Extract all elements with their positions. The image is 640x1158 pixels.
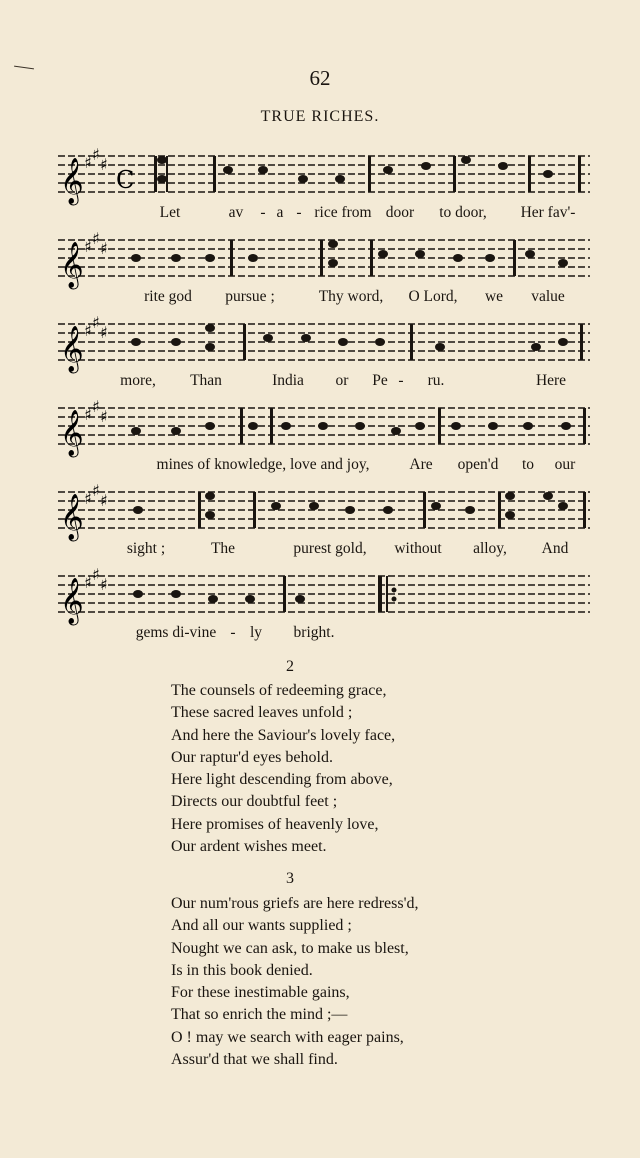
verse-line: Here promises of heavenly love, — [171, 815, 379, 833]
lyric-syllable: - — [230, 624, 236, 641]
lyric-syllable: bright. — [293, 624, 335, 641]
lyric-syllable: Her fav'- — [520, 204, 576, 221]
music-system-4 — [58, 398, 590, 478]
verse-line: That so enrich the mind ;— — [171, 1006, 348, 1024]
sharp-icon: ♯ — [100, 239, 108, 258]
verse-line: Is in this book denied. — [171, 961, 313, 979]
lyric-syllable: rite god — [144, 288, 192, 305]
lyric-syllable: we — [484, 288, 504, 305]
lyric-syllable: to — [521, 456, 535, 473]
treble-clef-icon: 𝄞 — [60, 158, 84, 204]
lyric-syllable: - — [398, 372, 404, 389]
verse-line: Nought we can ask, to make us blest, — [171, 939, 409, 957]
lyric-syllable: O Lord, — [408, 288, 458, 305]
verse-line: These sacred leaves unfold ; — [171, 704, 353, 722]
sharp-icon: ♯ — [100, 155, 108, 174]
lyric-syllable: - — [296, 204, 302, 221]
final-barline-icon — [378, 576, 382, 612]
lyric-syllable: our — [554, 456, 576, 473]
sharp-icon: ♯ — [92, 482, 100, 500]
lyric-syllable: or — [335, 372, 349, 389]
lyric-syllable: Here — [535, 372, 567, 389]
verse-number: 2 — [286, 658, 294, 675]
verse-line: Here light descending from above, — [171, 771, 393, 789]
verse-line: And all our wants supplied ; — [171, 917, 352, 935]
music-system-2 — [58, 230, 590, 310]
verse-line: The counsels of redeeming grace, — [171, 682, 387, 699]
lyric-syllable: a — [276, 204, 284, 221]
sharp-icon: ♯ — [100, 407, 108, 426]
music-system-3 — [58, 314, 590, 394]
staff-6 — [58, 566, 590, 626]
lyric-syllable: door — [385, 204, 415, 221]
verse-line: Directs our doubtful feet ; — [171, 793, 338, 811]
lyric-syllable: Are — [409, 456, 433, 473]
treble-clef-icon: 𝄞 — [60, 494, 84, 540]
lyric-syllable: pursue ; — [225, 288, 275, 305]
music-system-6 — [58, 566, 590, 646]
sharp-icon: ♯ — [92, 230, 100, 248]
sharp-icon: ♯ — [100, 575, 108, 594]
music-system-1 — [58, 146, 590, 226]
verse-line: O ! may we search with eager pains, — [171, 1028, 404, 1046]
lyric-syllable: mines of knowledge, love and joy, — [156, 456, 370, 473]
music-system-5 — [58, 482, 590, 562]
common-time-icon: C — [116, 166, 135, 194]
verse-2 — [171, 680, 395, 858]
verse-line: Our raptur'd eyes behold. — [171, 748, 333, 766]
sharp-icon: ♯ — [92, 398, 100, 416]
lyric-syllable: without — [394, 540, 442, 557]
lyric-syllable: Than — [190, 372, 222, 389]
sharp-icon: ♯ — [84, 573, 92, 592]
sharp-icon: ♯ — [100, 491, 108, 510]
sharp-icon: ♯ — [84, 405, 92, 424]
staff-5 — [58, 482, 590, 542]
verse-line: And here the Saviour's lovely face, — [171, 726, 396, 744]
sharp-icon: ♯ — [84, 489, 92, 508]
lyric-syllable: ly — [249, 624, 263, 641]
lyric-syllable: purest gold, — [293, 540, 367, 557]
staff-4 — [58, 398, 590, 458]
lyric-syllable: And — [541, 540, 569, 557]
lyric-syllable: - — [260, 204, 266, 221]
treble-clef-icon: 𝄞 — [60, 242, 84, 288]
treble-clef-icon: 𝄞 — [60, 410, 84, 456]
staff-3 — [58, 314, 590, 374]
sharp-icon: ♯ — [100, 323, 108, 342]
sharp-icon: ♯ — [92, 566, 100, 584]
sharp-icon: ♯ — [84, 321, 92, 340]
sharp-icon: ♯ — [84, 153, 92, 172]
lyric-syllable: rice from — [314, 204, 372, 221]
hymn-title: TRUE RICHES. — [260, 108, 380, 125]
lyric-syllable: Pe — [372, 372, 388, 389]
sharp-icon: ♯ — [92, 314, 100, 332]
lyric-syllable: sight ; — [126, 540, 166, 557]
lyric-syllable: value — [531, 288, 565, 305]
verse-line: Our num'rous griefs are here redress'd, — [171, 895, 419, 912]
verse-line: Our ardent wishes meet. — [171, 838, 327, 856]
staff-2 — [58, 230, 590, 290]
verse-line: For these inestimable gains, — [171, 984, 350, 1002]
treble-clef-icon: 𝄞 — [60, 578, 84, 624]
lyric-syllable: India — [272, 372, 304, 389]
lyric-syllable: The — [210, 540, 236, 557]
lyric-syllable: gems di-vine — [135, 624, 217, 641]
lyric-syllable: Thy word, — [318, 288, 384, 305]
lyric-syllable: ru. — [427, 372, 445, 389]
verse-number: 3 — [286, 870, 294, 887]
lyric-syllable: alloy, — [473, 540, 507, 557]
lyric-syllable: open'd — [457, 456, 499, 473]
lyric-syllable: av — [228, 204, 244, 221]
verse-line: Assur'd that we shall find. — [171, 1051, 338, 1069]
treble-clef-icon: 𝄞 — [60, 326, 84, 372]
page-number: 62 — [309, 66, 331, 90]
sharp-icon: ♯ — [84, 237, 92, 256]
lyric-syllable: to door, — [439, 204, 487, 221]
sharp-icon: ♯ — [92, 146, 100, 164]
verse-3 — [171, 893, 418, 1071]
staff-1 — [58, 146, 590, 206]
lyric-syllable: Let — [159, 204, 181, 221]
lyric-syllable: more, — [120, 372, 156, 389]
